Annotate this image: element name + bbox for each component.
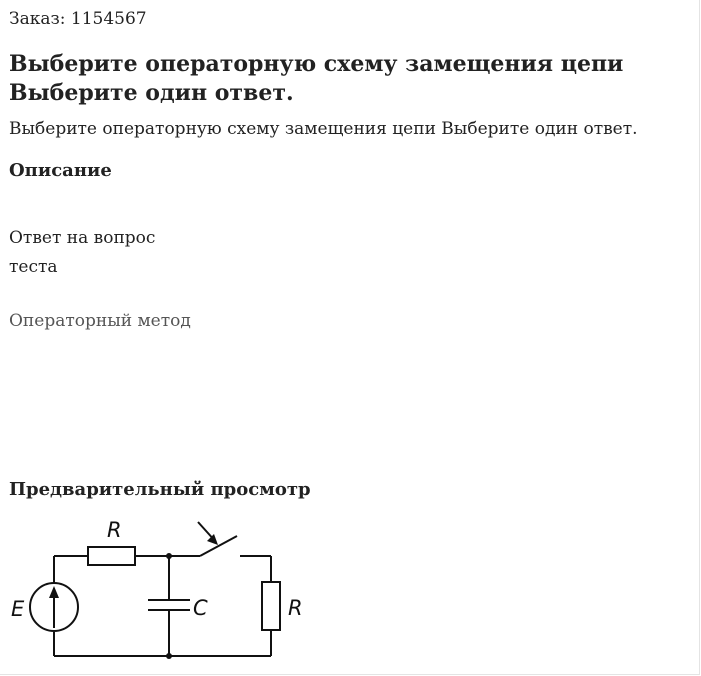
circuit-diagram — [0, 510, 320, 670]
capacitor-label: C — [193, 596, 208, 620]
source-arrow-head — [49, 586, 59, 598]
method-text: Операторный метод — [9, 311, 191, 331]
switch-arrow-head — [207, 534, 218, 545]
resistor-right-label: R — [288, 596, 303, 620]
answer-line-2: теста — [9, 257, 58, 277]
question-title — [9, 50, 689, 108]
switch-blade — [200, 536, 237, 556]
question-title-line-2: Выберите один ответ. — [9, 80, 294, 106]
junction-top — [166, 553, 172, 559]
order-number: Заказ: 1154567 — [9, 9, 147, 29]
source-label: E — [11, 597, 25, 621]
junction-bottom — [166, 653, 172, 659]
resistor-top-label: R — [107, 518, 122, 542]
answer-line-1: Ответ на вопрос — [9, 228, 156, 248]
answer-text — [9, 224, 179, 282]
resistor-right-symbol — [262, 582, 280, 630]
question-title-line-1: Выберите операторную схему замещения цепи — [9, 51, 624, 77]
question-lead: Выберите операторную схему замещения цепи Выберите один ответ. — [9, 119, 638, 139]
preview-heading: Предварительный просмотр — [9, 479, 311, 500]
description-heading: Описание — [9, 160, 112, 181]
resistor-top-symbol — [88, 547, 135, 565]
